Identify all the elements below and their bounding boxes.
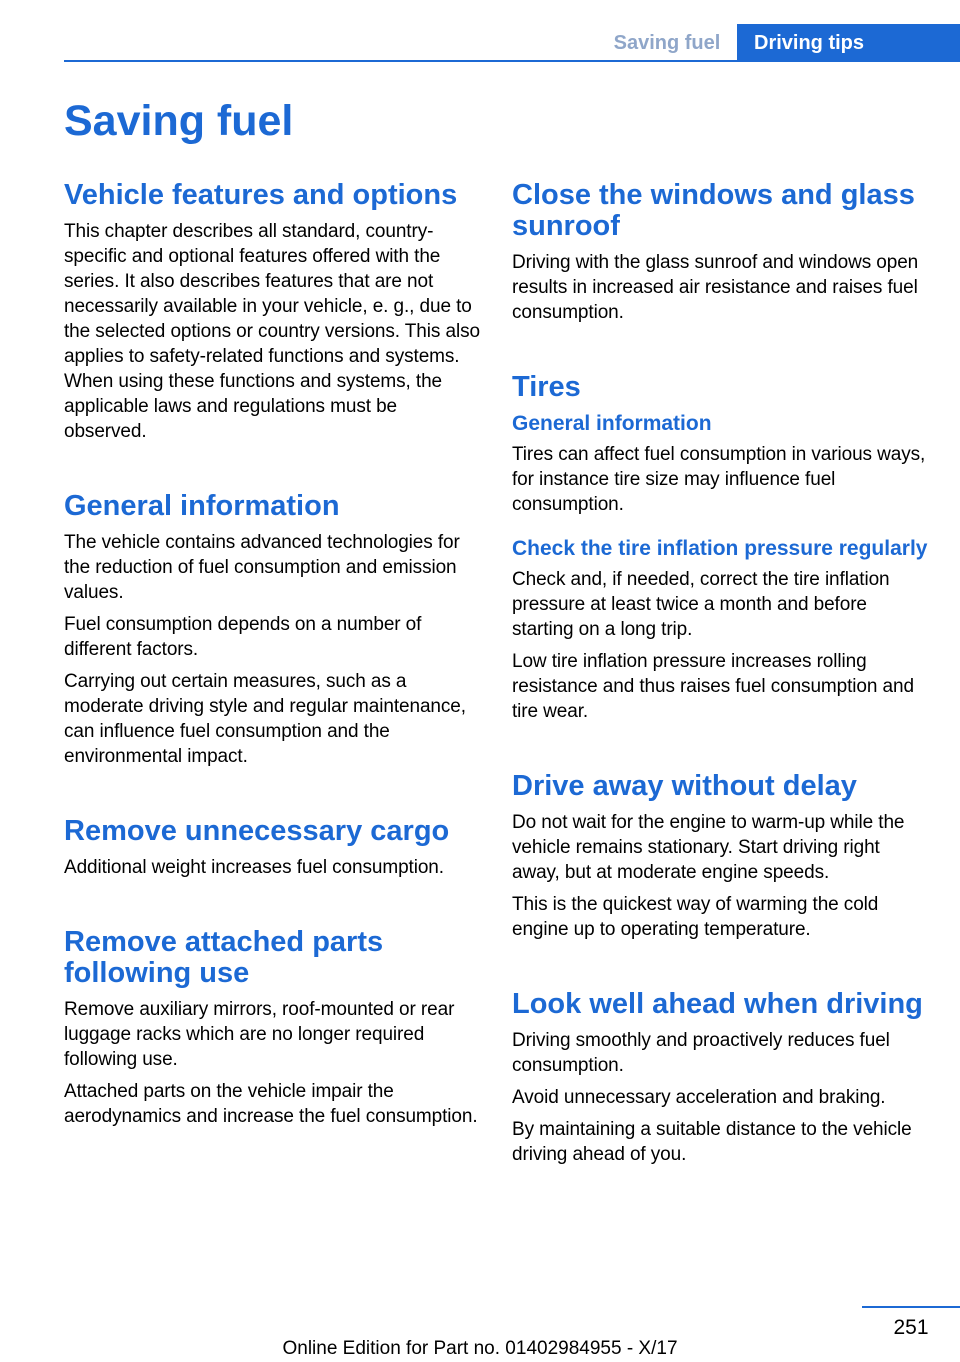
subheading-tire-pressure: Check the tire inflation pressure regularly <box>512 537 928 560</box>
heading-close-windows: Close the windows and glass sunroof <box>512 179 915 242</box>
left-column <box>64 180 480 1136</box>
paragraph: This is the quickest way of warming the cold engine up to operating temperature. <box>512 894 879 940</box>
paragraph: Driving with the glass sunroof and windows open results in increased air resistance and raises fuel consumption. <box>512 252 919 323</box>
paragraph: Fuel consumption depends on a number of different factors. <box>64 614 422 660</box>
section-close-windows <box>512 180 928 325</box>
heading-look-ahead: Look well ahead when driving <box>512 988 923 1020</box>
section-tires <box>512 372 928 724</box>
heading-remove-cargo: Remove unnecessary cargo <box>64 815 450 847</box>
paragraph: Additional weight increases fuel consumption. <box>64 857 444 878</box>
heading-tires: Tires <box>512 371 581 403</box>
tab-saving-fuel: Saving fuel <box>613 32 721 54</box>
section-vehicle-features <box>64 180 480 444</box>
paragraph: The vehicle contains advanced technologies for the reduction of fuel consumption and emission values. <box>64 532 460 603</box>
paragraph: Low tire inflation pressure increases rolling resistance and thus raises fuel consumption and tire wear. <box>512 651 914 722</box>
paragraph: Attached parts on the vehicle impair the aerodynamics and increase the fuel consumption. <box>64 1081 478 1127</box>
page-number: 251 <box>893 1316 929 1339</box>
paragraph: Avoid unnecessary acceleration and braking. <box>512 1087 886 1108</box>
paragraph: Remove auxiliary mirrors, roof-mounted or rear luggage racks which are no longer required following use. <box>64 999 455 1070</box>
section-remove-attached-parts <box>64 927 480 1129</box>
heading-drive-away: Drive away without delay <box>512 770 857 802</box>
paragraph: Do not wait for the engine to warm-up while the vehicle remains stationary. Start driving right away, but at moderate engine speeds. <box>512 812 905 883</box>
tab-driving-tips: Driving tips <box>737 24 960 62</box>
paragraph: Driving smoothly and proactively reduces fuel consumption. <box>512 1030 890 1076</box>
paragraph: Tires can affect fuel consumption in various ways, for instance tire size may influence fuel consumption. <box>512 444 926 515</box>
paragraph: Check and, if needed, correct the tire inflation pressure at least twice a month and before starting on a long trip. <box>512 569 890 640</box>
paragraph: By maintaining a suitable distance to the vehicle driving ahead of you. <box>512 1119 912 1165</box>
heading-vehicle-features: Vehicle features and options <box>64 179 458 211</box>
section-look-ahead <box>512 989 928 1167</box>
subheading-tires-general: General information <box>512 412 712 435</box>
section-drive-away <box>512 771 928 942</box>
edition-note: Online Edition for Part no. 01402984955 - X/17 <box>282 1338 678 1359</box>
section-general-information <box>64 491 480 769</box>
right-column <box>512 180 928 1174</box>
paragraph: Carrying out certain measures, such as a moderate driving style and regular maintenance, can influence fuel consumption and the environmental impact. <box>64 671 466 767</box>
header-rule <box>64 60 960 62</box>
heading-general-information: General information <box>64 490 340 522</box>
paragraph: This chapter describes all standard, country-specific and optional features offered with the series. It also describes features that are not necessarily available in your vehicle, e. g., due to the selected options or country versions. This also applies to safety-related functions and systems. When using these functions and systems, the applicable laws and regulations must be observed. <box>64 221 480 442</box>
section-remove-cargo <box>64 816 480 880</box>
heading-remove-attached-parts: Remove attached parts following use <box>64 926 384 989</box>
footer-rule <box>862 1306 960 1308</box>
page-title: Saving fuel <box>64 97 294 145</box>
